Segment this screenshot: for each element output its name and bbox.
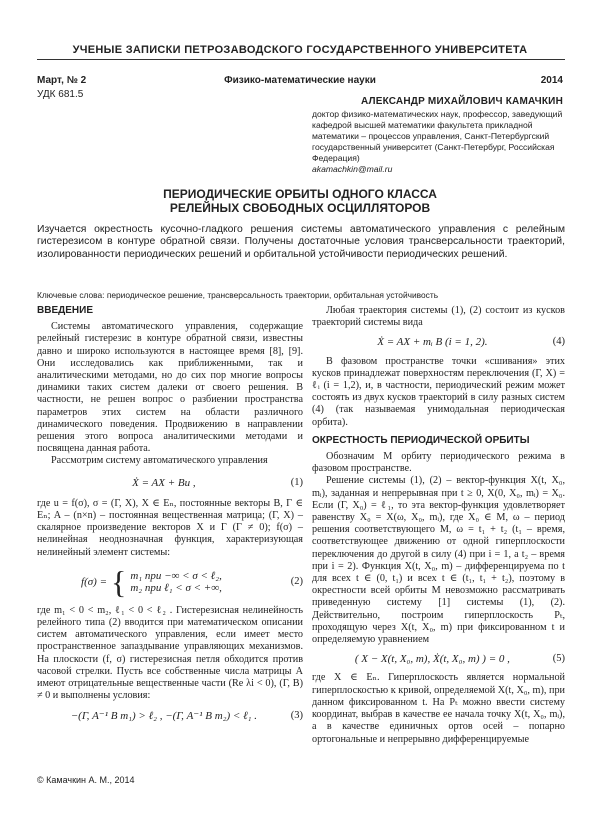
author-name: АЛЕКСАНДР МИХАЙЛОВИЧ КАМАЧКИН [360, 96, 563, 107]
equation-3-row [37, 710, 303, 722]
equation-4-row [312, 336, 565, 348]
title-line-1: ПЕРИОДИЧЕСКИЕ ОРБИТЫ ОДНОГО КЛАССА [163, 187, 437, 201]
right-paragraph-4: Решение системы (1), (2) – вектор-функция X(t, X₀, mᵢ), заданная и непрерывная при t ≥ 0, X(0, X₀, mᵢ) = X₀. Если (Γ, X₀) = ℓ₁, то эта вектор-функция удовлетворяет равенству X₀ = X(ω, X₀, mᵢ), где X₀ ∈ M, ω – период решения соответствующего M, ω = t₁ + t₂ (t₁ – время, соответствующее движению от одной гиперплоскости переключения до другой в силу (4) при i = 1, а t₂ – время при i = 2). Функция X(t, X₀, m) – дифференцируема по t для всех t ∈ (0, t₁) и всех t ∈ (t₁, t₁ + t₂), поэтому в окрестности всей орбиты M невозможно рассматривать приведенную систему [1] системы (1), (2). Действительно, построим гиперплоскость Pₜ, проходящую через X(t, X₀, m) при фиксированном t и определяемую уравнением [312, 475, 565, 646]
equation-5: ( X − X(t, X₀, m), Ẋ(t, X₀, m) ) = 0 , [354, 653, 510, 666]
equation-3-number: (3) [290, 710, 303, 722]
right-paragraph-5: где X ∈ Eₙ. Гиперплоскость является нормальной гиперплоскостью к кривой, определяемой X(t, X₀, m), при данном фиксированном t. На Pₜ можно ввести систему координат, выбрав в качестве ее начала точку X(t, X₀, mᵢ), а в качестве единичных ортов осей – попарно ортогональные и непрерывно дифференцируемые [312, 672, 565, 745]
equation-3: −(Γ, A⁻¹ B m₁) > ℓ₂ , −(Γ, A⁻¹ B m₂) < ℓ₁ . [70, 710, 257, 723]
intro-paragraph-4: где m₁ < 0 < m₂, ℓ₁ < 0 < ℓ₂ . Гистерезисная нелинейность релейного типа (2) вводится при математическом описании систем автоматического управления, если имеет место пространственное запаздывание управляющих механизмов. На плоскости (f, σ) гистерезисная петля обходится против часовой стрелки. Пусть все собственные числа матрицы A имеют отрицательные вещественные части (Re λi < 0), (Γ, B) ≠ 0 и выполнены условия: [37, 604, 303, 702]
equation-5-row [312, 653, 565, 665]
intro-paragraph-1: Системы автоматического управления, содержащие релейный гистерезис в контуре обратной связи, известны давно и широко используются в настоящее время [8], [9]. Они исследовались как приближенными, так и аналитическими методами, но до сих пор многие вопросы динамики таких систем далеки от своего решения. В частности, не решен вопрос о разбиении пространства параметров этих систем на области различного динамического поведения. Продвижению в направлении решения этого вопроса аналитическими методами и посвящена данная работа. [37, 321, 303, 455]
author-affiliation: доктор физико-математических наук, профессор, заведующий кафедрой высшей математики факультета прикладной математики – процессов управления, Санкт-Петербургский государственный университет (Санкт-Петербург, Российская Федерация) [312, 109, 563, 163]
intro-paragraph-2: Рассмотрим систему автоматического управления [51, 455, 268, 467]
equation-5-number: (5) [552, 653, 565, 665]
equation-4-number: (4) [552, 336, 565, 348]
equation-2-row [37, 563, 303, 600]
copyright-footer: © Камачкин А. М., 2014 [37, 775, 135, 785]
article-title [0, 187, 600, 215]
author-info [312, 109, 564, 175]
title-line-2: РЕЛЕЙНЫХ СВОБОДНЫХ ОСЦИЛЛЯТОРОВ [169, 201, 431, 215]
abstract: Изучается окрестность кусочно-гладкого решения системы автоматического управления с релейным гистерезисом в контуре обратной связи. Получены достаточные условия трансверсальности траекторий, изолированности периодических решений и орбитальной устойчивости периодических решений. [37, 224, 565, 260]
equation-1-row [37, 477, 303, 489]
issue-label: Март, № 2 [37, 75, 87, 86]
equation-1-number: (1) [290, 476, 303, 488]
intro-heading: ВВЕДЕНИЕ [37, 305, 93, 316]
equation-2-lhs: f(σ) = [81, 575, 107, 588]
intro-paragraph-3: где u = f(σ), σ = (Γ, X), X ∈ Eₙ, постоянные векторы B, Γ ∈ Eₙ; A – (n×n) – постоянная вещественная матрица; (Γ, X) – скалярное произведение векторов X и Γ (Γ ≠ 0); f(σ) – нелинейная неоднозначная функция, характеризующая нелинейный элемент системы: [37, 497, 303, 558]
equation-1: Ẋ = AX + Bu , [132, 476, 196, 489]
equation-2-cases [130, 570, 290, 594]
equation-2-case-2: m₂ при ℓ₁ < σ < +∞, [130, 581, 222, 594]
equation-4: Ẋ = AX + mᵢ B (i = 1, 2). [377, 336, 488, 349]
header-rule [37, 59, 565, 60]
right-paragraph-1: Любая траектория системы (1), (2) состоит из кусков траекторий системы вида [312, 305, 565, 329]
journal-title: УЧЕНЫЕ ЗАПИСКИ ПЕТРОЗАВОДСКОГО ГОСУДАРСТВЕННОГО УНИВЕРСИТЕТА [72, 44, 528, 56]
year-label: 2014 [540, 75, 563, 86]
udk-code: УДК 681.5 [37, 89, 84, 100]
left-column [37, 305, 303, 723]
equation-2-number: (2) [290, 575, 303, 587]
orbit-heading: ОКРЕСТНОСТЬ ПЕРИОДИЧЕСКОЙ ОРБИТЫ [312, 434, 530, 446]
equation-2-brace: { [111, 563, 127, 600]
right-paragraph-3: Обозначим M орбиту периодического режима в фазовом пространстве. [312, 451, 565, 475]
section-label: Физико-математические науки [224, 75, 376, 86]
author-email[interactable]: akamachkin@mail.ru [312, 164, 393, 174]
right-column [312, 305, 565, 746]
right-paragraph-2: В фазовом пространстве точки «сшивания» этих кусков принадлежат поверхностям переключения (Γ, X) = ℓᵢ (i = 1,2), и, в частности, периодический режим может состоять из двух кусков траекторий в силу разных систем (4) (так называемая унимодальная периодическая орбита). [312, 355, 565, 428]
keywords: Ключевые слова: периодическое решение, трансверсальность траектории, орбитальная устойчивость [37, 290, 439, 300]
equation-2-case-1: m₁ при −∞ < σ < ℓ₂, [130, 569, 222, 582]
